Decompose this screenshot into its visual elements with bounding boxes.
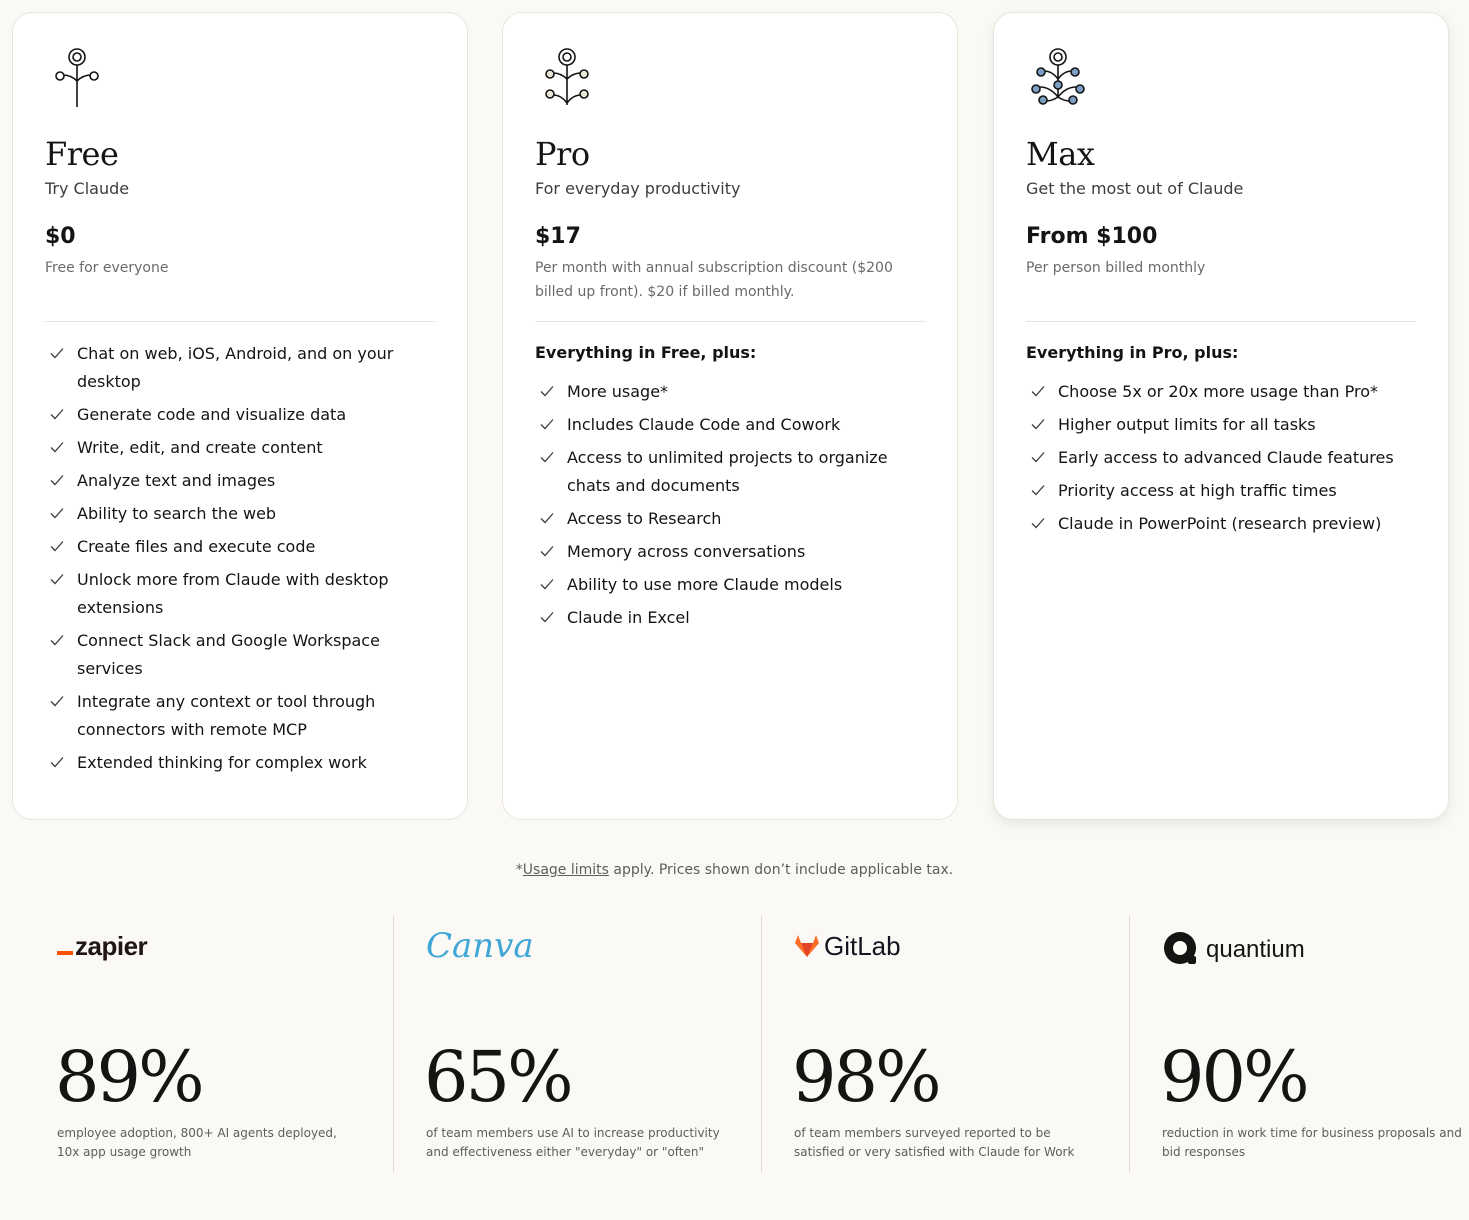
check-icon: [49, 632, 65, 648]
plan-name: Pro: [535, 135, 590, 173]
stat-value: 65%: [424, 1036, 571, 1118]
stat-value: 90%: [1160, 1036, 1307, 1118]
check-icon: [1030, 383, 1046, 399]
stat-description: reduction in work time for business proposals and bid responses: [1162, 1126, 1462, 1159]
stat-description: of team members use AI to increase productivity and effectiveness either "everyday" or "often": [426, 1126, 720, 1159]
check-icon: [539, 543, 555, 559]
zapier-logo: [57, 924, 147, 968]
stat-zapier: [25, 916, 393, 1172]
sprout-icon: [53, 45, 105, 109]
plan-price-note: Free for everyone: [45, 260, 169, 276]
feature-item: [535, 505, 915, 533]
feature-list: [535, 378, 915, 637]
plan-tagline: Try Claude: [45, 179, 130, 198]
feature-item: [45, 500, 425, 528]
feature-item: [535, 411, 915, 439]
feature-item: [45, 401, 425, 429]
feature-item: [535, 604, 915, 632]
check-icon: [49, 538, 65, 554]
check-icon: [1030, 482, 1046, 498]
plan-price-note: Per person billed monthly: [1026, 260, 1206, 276]
divider: [535, 321, 925, 322]
branch-icon: [543, 45, 595, 109]
feature-label: Write, edit, and create content: [77, 438, 323, 457]
stat-canva: [393, 916, 761, 1172]
feature-label: More usage*: [567, 382, 669, 401]
features-heading: Everything in Free, plus:: [535, 343, 757, 362]
feature-label: Integrate any context or tool through connectors with remote MCP: [77, 692, 376, 739]
feature-label: Analyze text and images: [77, 471, 276, 490]
plan-card-max: [993, 12, 1449, 820]
check-icon: [1030, 416, 1046, 432]
plan-price-note: Per month with annual subscription discount ($200 billed up front). $20 if billed monthly.: [535, 260, 893, 300]
check-icon: [1030, 449, 1046, 465]
check-icon: [539, 383, 555, 399]
gitlab-fox-icon: [794, 934, 820, 958]
feature-label: Ability to use more Claude models: [567, 575, 843, 594]
feature-item: [535, 571, 915, 599]
quantium-q-icon: [1162, 930, 1202, 970]
stat-gitlab: [761, 916, 1129, 1172]
plan-price: From $100: [1026, 224, 1158, 249]
plan-tagline: Get the most out of Claude: [1026, 179, 1244, 198]
check-icon: [49, 472, 65, 488]
zapier-underscore-icon: [57, 951, 73, 955]
feature-label: Claude in PowerPoint (research preview): [1058, 514, 1382, 533]
feature-item: [1026, 477, 1406, 505]
usage-limits-link[interactable]: Usage limits: [522, 862, 609, 878]
feature-label: Connect Slack and Google Workspace services: [77, 631, 380, 678]
check-icon: [539, 416, 555, 432]
feature-label: Access to unlimited projects to organize chats and documents: [567, 448, 888, 495]
divider: [1026, 321, 1416, 322]
feature-item: [45, 467, 425, 495]
canva-logo: [426, 924, 534, 968]
footnote-text: apply. Prices shown don’t include applicable tax.: [608, 862, 954, 878]
check-icon: [49, 754, 65, 770]
quantium-logo: [1162, 928, 1305, 972]
feature-item: [1026, 510, 1406, 538]
feature-item: [45, 688, 425, 744]
divider: [45, 321, 435, 322]
footnote-asterisk: *: [515, 862, 523, 878]
stat-quantium: [1129, 916, 1469, 1172]
feature-item: [45, 627, 425, 683]
features-heading: Everything in Pro, plus:: [1026, 343, 1239, 362]
feature-label: Create files and execute code: [77, 537, 316, 556]
check-icon: [539, 510, 555, 526]
feature-label: Chat on web, iOS, Android, and on your desktop: [77, 344, 394, 391]
pricing-footnote: [0, 862, 1469, 878]
plan-price: $0: [45, 224, 76, 249]
plan-card-free: [12, 12, 468, 820]
feature-item: [45, 566, 425, 622]
plan-price: $17: [535, 224, 581, 249]
feature-item: [535, 378, 915, 406]
feature-label: Ability to search the web: [77, 504, 277, 523]
quantium-logo-text: quantium: [1206, 936, 1305, 963]
check-icon: [49, 406, 65, 422]
feature-item: [45, 434, 425, 462]
feature-item: [45, 340, 425, 396]
feature-label: Unlock more from Claude with desktop extensions: [77, 570, 389, 617]
check-icon: [49, 439, 65, 455]
feature-label: Claude in Excel: [567, 608, 690, 627]
feature-item: [535, 444, 915, 500]
plan-name: Free: [45, 135, 119, 173]
feature-label: Choose 5x or 20x more usage than Pro*: [1058, 382, 1378, 401]
feature-item: [45, 749, 425, 777]
feature-label: Memory across conversations: [567, 542, 806, 561]
check-icon: [1030, 515, 1046, 531]
feature-label: Access to Research: [567, 509, 722, 528]
plan-tagline: For everyday productivity: [535, 179, 741, 198]
feature-item: [45, 533, 425, 561]
stat-description: of team members surveyed reported to be satisfied or very satisfied with Claude for Work: [794, 1126, 1075, 1159]
feature-item: [1026, 378, 1406, 406]
feature-item: [1026, 444, 1406, 472]
feature-list: [1026, 378, 1406, 543]
canva-logo-text: Canva: [426, 926, 534, 966]
check-icon: [49, 345, 65, 361]
tree-icon: [1028, 45, 1088, 109]
feature-item: [1026, 411, 1406, 439]
zapier-logo-text: zapier: [75, 930, 148, 961]
feature-label: Includes Claude Code and Cowork: [567, 415, 841, 434]
feature-label: Priority access at high traffic times: [1058, 481, 1337, 500]
check-icon: [539, 609, 555, 625]
gitlab-logo: [794, 924, 901, 968]
feature-label: Early access to advanced Claude features: [1058, 448, 1394, 467]
stat-value: 89%: [55, 1036, 202, 1118]
check-icon: [539, 449, 555, 465]
plan-name: Max: [1026, 135, 1095, 173]
check-icon: [49, 505, 65, 521]
plan-card-pro: [502, 12, 958, 820]
gitlab-logo-text: GitLab: [824, 930, 901, 961]
check-icon: [539, 576, 555, 592]
check-icon: [49, 693, 65, 709]
feature-label: Extended thinking for complex work: [77, 753, 367, 772]
stat-value: 98%: [792, 1036, 939, 1118]
stat-description: employee adoption, 800+ AI agents deployed, 10x app usage growth: [57, 1126, 337, 1159]
feature-list: [45, 340, 425, 782]
feature-item: [535, 538, 915, 566]
feature-label: Generate code and visualize data: [77, 405, 347, 424]
check-icon: [49, 571, 65, 587]
feature-label: Higher output limits for all tasks: [1058, 415, 1316, 434]
